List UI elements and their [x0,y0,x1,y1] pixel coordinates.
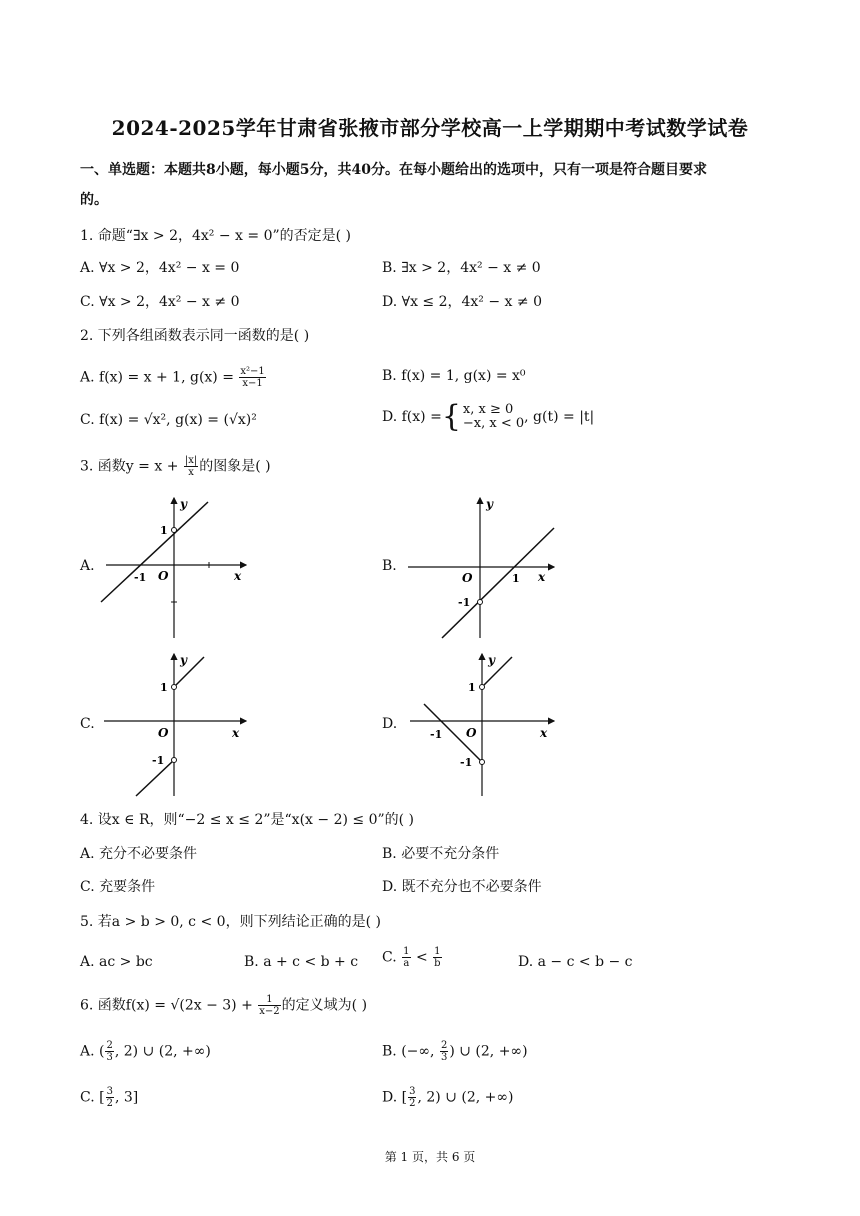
q6-stem-fraction [258,994,280,1017]
q3-denominator: x [188,467,194,478]
q3-label-a: A. [80,558,95,574]
q6-b-den: 3 [440,1052,448,1063]
q6-d-fraction [408,1086,416,1109]
q5-c-num2: 1 [434,946,441,957]
q3-graph-c [96,650,256,800]
q3-graph-a [96,492,256,642]
q4-option-b: B. 必要不充分条件 [382,846,500,862]
q6-b-fraction [440,1040,448,1063]
q6-numerator: 1 [258,994,280,1006]
q3-label-d: D. [382,716,398,732]
q6-option-b [382,1040,528,1063]
tick-label-1: 1 [468,681,476,694]
q6-c-fraction [106,1086,114,1109]
q4-stem: 4. 设x ∈ R，则“−2 ≤ x ≤ 2”是“x(x − 2) ≤ 0”的( ) [80,812,415,828]
brace-symbol: { [441,399,461,434]
open-point-top [172,685,177,690]
q6-option-a [80,1040,211,1063]
q4-option-d: D. 既不充分也不必要条件 [382,879,542,895]
q3-graph-b [402,492,562,642]
exam-title: 2024-2025学年甘肃省张掖市部分学校高一上学期期中考试数学试卷 [111,116,749,140]
open-point-top [480,685,485,690]
q1-option-c: C. ∀x > 2，4x² − x ≠ 0 [80,294,240,310]
open-point [478,600,483,605]
q2-option-d-cases [463,403,524,431]
q5-c-fraction-2 [433,946,441,969]
q6-c-den: 2 [106,1098,113,1109]
q3-stem-text: 3. 函数y = x + [80,458,183,475]
q6-stem-text: 6. 函数f(x) = √(2x − 3) + [80,997,258,1014]
tick-label-m1-y: -1 [460,756,473,769]
q6-b-tail: ) ∪ (2, +∞) [449,1043,528,1060]
q2-a-numerator: x²−1 [240,366,265,377]
q2-option-c: C. f(x) = √x², g(x) = (√x)² [80,412,257,428]
origin-label: O [158,726,169,740]
q6-d-den: 2 [409,1098,416,1109]
q6-c-text: C. [ [80,1089,105,1106]
q5-option-c-text: C. [382,949,402,966]
q3-stem-tail: 的图象是( ) [199,458,271,475]
q6-stem [80,994,367,1017]
tick-label-m1: -1 [458,596,471,609]
tick-label-1: 1 [160,524,168,537]
q3-label-b: B. [382,558,397,574]
tick-label-m1-x: -1 [430,728,443,741]
x-label: x [540,726,548,740]
origin-label: O [158,569,169,583]
tick-label-1: 1 [160,681,168,694]
q5-c-lt: < [411,949,433,966]
q6-a-text: A. ( [80,1043,105,1060]
q2-option-a-text: A. f(x) = x + 1, g(x) = [80,369,239,386]
q2-option-d-tail: , g(t) = |t| [524,409,595,425]
q3-stem-fraction [184,455,198,478]
q6-d-tail: , 2) ∪ (2, +∞) [417,1089,514,1106]
q2-option-d-text: D. f(x) = [382,409,442,425]
y-label: y [180,653,187,667]
q5-option-b: B. a + c < b + c [244,954,359,970]
q6-c-num: 3 [106,1086,113,1097]
q3-graph-d [402,650,562,800]
graph-line-right [482,657,512,687]
q5-c-fraction-1 [402,946,410,969]
q5-option-c [382,946,443,969]
q2-option-d [382,399,595,434]
q5-c-den2: b [434,958,441,969]
q6-a-tail: , 2) ∪ (2, +∞) [114,1043,211,1060]
graph-line-right [174,657,204,687]
page-footer: 第 1 页，共 6 页 [384,1150,476,1164]
origin-label: O [466,726,477,740]
q6-b-text: B. (−∞, [382,1043,439,1060]
open-point-bottom [172,758,177,763]
q6-option-c [80,1086,138,1109]
q2-option-a [80,366,267,389]
q1-option-b: B. ∃x > 2，4x² − x ≠ 0 [382,260,541,276]
tick-label-m1: -1 [152,754,165,767]
q6-a-den: 3 [106,1052,113,1063]
q1-stem: 1. 命题“∃x > 2，4x² − x = 0”的否定是( ) [80,228,352,244]
section-heading-line2: 的。 [80,192,108,208]
open-point [172,528,177,533]
q6-d-text: D. [ [382,1089,408,1106]
q6-stem-tail: 的定义域为( ) [281,997,368,1014]
q4-option-c: C. 充要条件 [80,879,156,895]
q2-a-denominator: x−1 [242,378,263,389]
q6-b-num: 2 [440,1040,448,1051]
x-label: x [538,570,546,584]
y-label: y [488,653,495,667]
open-point-bottom [480,760,485,765]
q5-stem: 5. 若a > b > 0, c < 0，则下列结论正确的是( ) [80,914,381,930]
q2-stem: 2. 下列各组函数表示同一函数的是( ) [80,328,310,344]
q2-option-a-fraction [239,366,265,389]
q6-a-num: 2 [106,1040,113,1051]
q2-option-b: B. f(x) = 1, g(x) = x⁰ [382,368,526,384]
q5-c-num1: 1 [403,946,410,957]
origin-label: O [462,571,473,585]
q3-stem [80,455,271,478]
q4-option-a: A. 充分不必要条件 [80,846,198,862]
q6-d-num: 3 [409,1086,416,1097]
q2-d-case1: x, x ≥ 0 [462,402,514,417]
tick-label-1: 1 [512,572,520,585]
q5-option-d: D. a − c < b − c [518,954,633,970]
q6-c-tail: , 3] [114,1089,139,1106]
q1-option-a: A. ∀x > 2，4x² − x = 0 [80,260,240,276]
x-label: x [232,726,240,740]
x-label: x [234,569,242,583]
q5-c-den1: a [403,958,410,969]
q1-option-d: D. ∀x ≤ 2，4x² − x ≠ 0 [382,294,542,310]
q5-option-a: A. ac > bc [80,954,153,970]
y-label: y [486,497,493,511]
q3-label-c: C. [80,716,95,732]
y-label: y [180,497,187,511]
q2-option-d-wrap [382,399,595,434]
q2-d-case2: −x, x < 0 [462,416,525,431]
q6-option-d [382,1086,514,1109]
q6-denominator: x−2 [259,1006,280,1017]
tick-label-m1: -1 [134,571,147,584]
q6-a-fraction [105,1040,113,1063]
q3-numerator: |x| [184,455,198,466]
graph-line [101,502,208,602]
section-heading-line1: 一、单选题：本题共8小题，每小题5分，共40分。在每小题给出的选项中，只有一项是符合题目要求 [80,162,707,178]
